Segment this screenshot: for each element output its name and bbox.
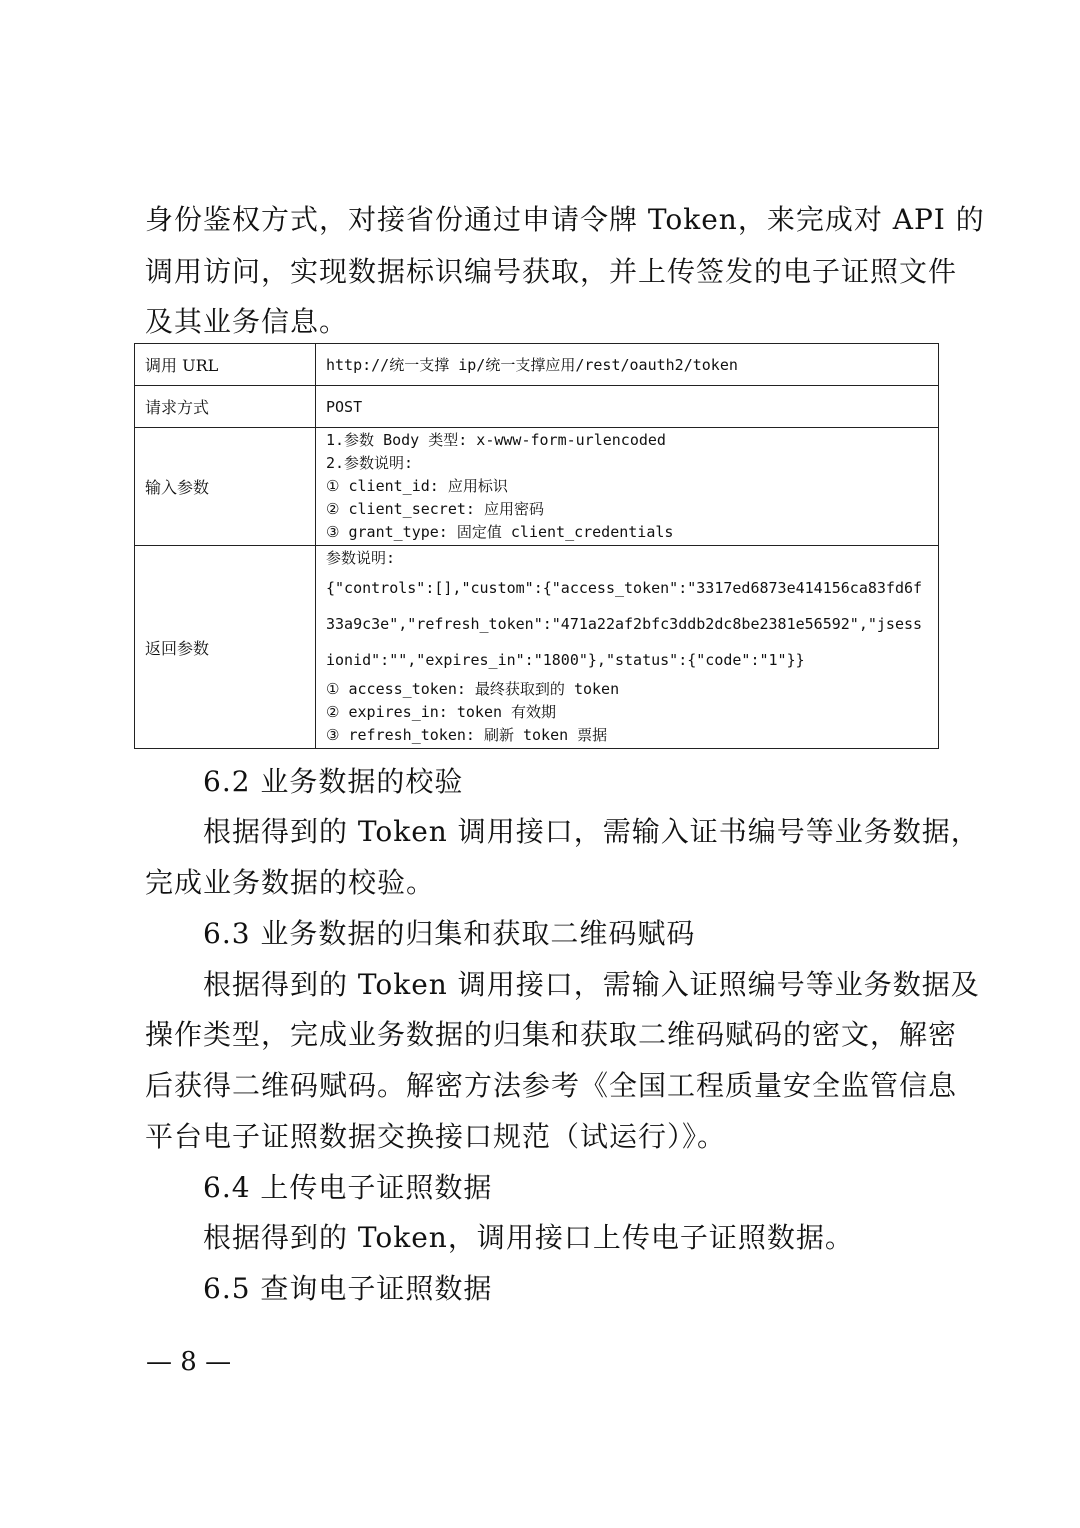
input-line: ② client_secret: 应用密码 — [326, 500, 544, 518]
table-key-output: 返回参数 — [135, 546, 316, 749]
section-6-3-heading: 6.3 业务数据的归集和获取二维码赋码 — [203, 917, 696, 950]
section-6-3-para-line: 操作类型，完成业务数据的归集和获取二维码赋码的密文，解密 — [145, 1018, 958, 1051]
table-row — [135, 344, 939, 386]
output-line: ① access_token: 最终获取到的 token — [326, 680, 620, 698]
api-spec-table — [134, 343, 939, 749]
table-value-method: POST — [316, 386, 939, 428]
table-value-output — [316, 546, 939, 749]
section-6-3-para-line: 后获得二维码赋码。解密方法参考《全国工程质量安全监管信息 — [145, 1069, 958, 1102]
section-6-3-para-line: 根据得到的 Token 调用接口，需输入证照编号等业务数据及 — [203, 968, 980, 1001]
section-6-4-para-line: 根据得到的 Token，调用接口上传电子证照数据。 — [203, 1221, 854, 1254]
table-key-url: 调用 URL — [135, 344, 316, 386]
section-6-3-para-line: 平台电子证照数据交换接口规范（试运行）》。 — [145, 1120, 727, 1153]
table-key-method: 请求方式 — [135, 386, 316, 428]
table-row — [135, 428, 939, 546]
table-value-url: http://统一支撑 ip/统一支撑应用/rest/oauth2/token — [316, 344, 939, 386]
section-6-5-heading: 6.5 查询电子证照数据 — [203, 1272, 493, 1305]
intro-line-1: 身份鉴权方式，对接省份通过申请令牌 Token，来完成对 API 的 — [145, 203, 985, 236]
section-6-2-heading: 6.2 业务数据的校验 — [203, 765, 464, 798]
table-row — [135, 546, 939, 749]
input-line: ③ grant_type: 固定值 client_credentials — [326, 523, 674, 541]
input-line: ① client_id: 应用标识 — [326, 477, 508, 495]
output-json: {"controls":[],"custom":{"access_token":"3317ed6873e414156ca83fd6f33a9c3e","refresh_token":"471a22af2bfc3ddb2dc8be2381e56592","jsessionid":"","expires_in":"1800"},"status":{"code":"1"}} — [326, 579, 923, 669]
section-6-2-para-line: 完成业务数据的校验。 — [145, 866, 436, 899]
section-6-2-para-line: 根据得到的 Token 调用接口，需输入证书编号等业务数据， — [203, 815, 980, 848]
output-title: 参数说明: — [326, 549, 396, 567]
intro-line-2: 调用访问，实现数据标识编号获取，并上传签发的电子证照文件 — [145, 255, 958, 288]
table-value-input — [316, 428, 939, 546]
section-6-4-heading: 6.4 上传电子证照数据 — [203, 1171, 493, 1204]
page-number: — 8 — — [146, 1347, 232, 1377]
input-line: 1.参数 Body 类型: x-www-form-urlencoded — [326, 431, 666, 449]
output-line: ③ refresh_token: 刷新 token 票据 — [326, 726, 608, 744]
table-row — [135, 386, 939, 428]
input-line: 2.参数说明: — [326, 454, 414, 472]
table-key-input: 输入参数 — [135, 428, 316, 546]
intro-line-3: 及其业务信息。 — [145, 305, 349, 338]
output-line: ② expires_in: token 有效期 — [326, 703, 557, 721]
